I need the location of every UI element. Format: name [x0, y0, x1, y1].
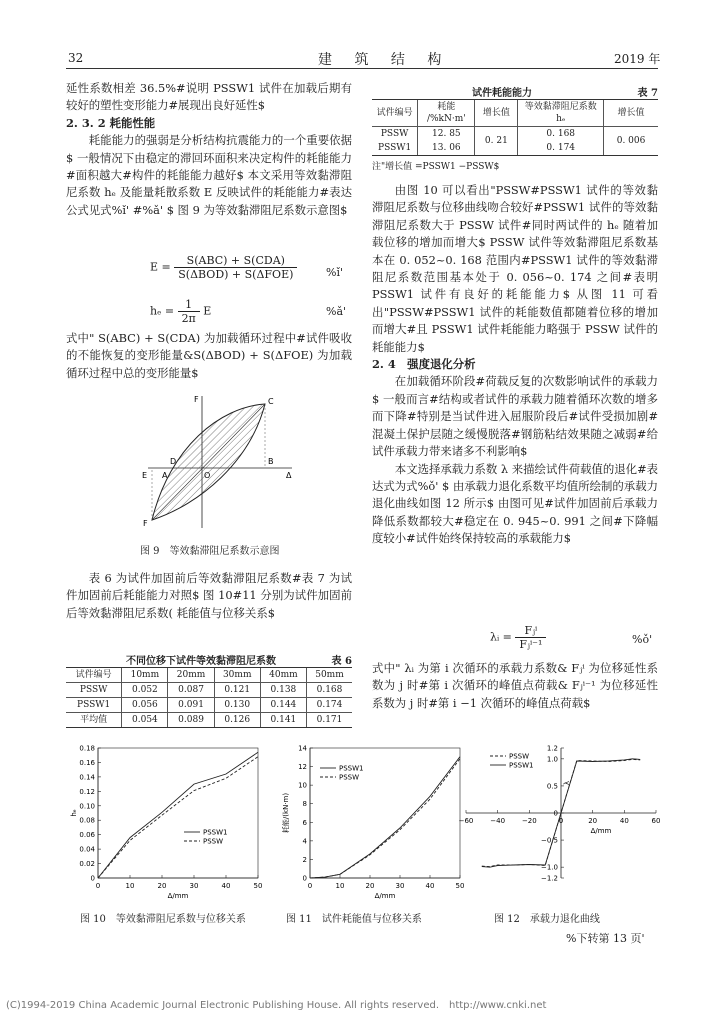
table-row — [66, 713, 352, 728]
table-header-cell: 试件编号 — [372, 100, 418, 127]
table-title — [372, 84, 658, 99]
table-cell: 12. 85 — [418, 127, 475, 142]
table-cell: 0.174 — [306, 698, 352, 713]
series-line — [310, 757, 460, 878]
y-tick-label: 12 — [298, 763, 307, 772]
numerator: Fⱼⁱ — [515, 624, 546, 638]
table-cell: 13. 06 — [418, 141, 475, 156]
y-tick-label: 2 — [302, 855, 307, 864]
table-cell: 0. 168 — [518, 127, 604, 142]
legend-label: PSSW1 — [509, 761, 534, 770]
x-tick-label: 0 — [558, 817, 564, 825]
y-tick-label: 1.0 — [546, 755, 558, 764]
table-header-row — [372, 100, 658, 127]
table-7-grid — [372, 99, 658, 156]
fraction — [515, 624, 546, 651]
x-tick-label: 20 — [588, 817, 598, 825]
table-row — [372, 127, 658, 142]
plot-frame — [310, 748, 460, 878]
figure-10-caption: 图 10 等效黏滞阻尼系数与位移关系 — [80, 914, 246, 925]
denominator: 2π — [181, 312, 196, 325]
x-tick-label: 40 — [619, 817, 629, 825]
paragraph: 式中" S(ABC) + S(CDA) 为加载循环过程中#试件吸收的不能恢复的变形能量&S(ΔBOD) + S(ΔFOE) 为加载循环过程中总的变形能量$ — [66, 331, 352, 380]
series-line — [98, 757, 258, 878]
y-tick-label: 0.06 — [79, 831, 95, 840]
paragraph: 耗能能力的强弱是分析结构抗震能力的一个重要依据$ 一般情况下由稳定的滞回环面积来决定构件的耗能能力#面积越大#构件的耗能能力越好$ 本文采用等效黏滞阻尼系数 hₑ 及能量耗散系数 E 反映试件的耗能能力#表达公式见式%ǐ' #%ǎ' $ 图 9 为等效黏滞阻尼系数示意图$ — [66, 133, 352, 217]
y-tick-label: −1.2 — [541, 874, 558, 883]
table-cell: 0.171 — [306, 713, 352, 728]
table-cell: 0.052 — [122, 683, 168, 698]
table-header-cell: 耗能 /%kN·m' — [418, 100, 475, 127]
equation-number: %ǐ' — [326, 266, 343, 279]
table-7-number: 表 7 — [637, 88, 658, 99]
table-header-cell: 20mm — [168, 668, 214, 683]
legend-label: PSSW1 — [339, 764, 364, 773]
table-cell: PSSW — [372, 127, 418, 142]
table-cell: 0.168 — [306, 683, 352, 698]
y-tick-label: 0.14 — [79, 773, 95, 782]
equation-lhs: E = — [150, 260, 171, 274]
y-tick-label: −0.5 — [541, 836, 558, 845]
y-tick-label: 0.16 — [79, 758, 95, 767]
right-column-top — [372, 182, 658, 548]
table-7-title: 试件耗能能力 — [472, 88, 532, 99]
y-tick-label: 14 — [298, 744, 307, 753]
y-axis-label: hₑ — [70, 809, 78, 817]
figure-11-chart — [266, 742, 466, 900]
table-cell: 0.089 — [168, 713, 214, 728]
diagram-label: C — [268, 397, 274, 406]
page-number: 32 — [68, 51, 84, 65]
x-tick-label: 10 — [335, 882, 345, 890]
legend-label: PSSW — [339, 773, 360, 782]
diagram-label: B — [268, 457, 274, 466]
section-heading: 2. 3. 2 耗能性能 — [66, 115, 156, 130]
table-header-cell: 40mm — [260, 668, 306, 683]
figure-9-caption: 图 9 等效黏滞阻尼系数示意图 — [140, 546, 280, 557]
table-cell: 平均值 — [66, 713, 122, 728]
x-tick-label: 30 — [189, 882, 199, 890]
equation-3 — [490, 624, 546, 651]
continued-note: %下转第 13 页' — [566, 932, 645, 945]
secant-line — [152, 404, 265, 520]
y-tick-label: 0.02 — [79, 860, 95, 869]
plot-frame — [98, 748, 258, 878]
denominator: Fⱼⁱ⁻¹ — [519, 638, 543, 651]
section-heading: 2. 4 强度退化分析 — [372, 357, 476, 372]
diagram-label: Δ — [286, 471, 292, 480]
table-cell: 0.141 — [260, 713, 306, 728]
diagram-label: D — [170, 457, 177, 466]
table-cell: PSSW1 — [66, 698, 122, 713]
fraction — [174, 254, 297, 281]
x-tick-label: 20 — [365, 882, 375, 890]
y-tick-label: 0.18 — [79, 744, 95, 753]
equation-number: %ǒ' — [632, 633, 653, 646]
diagram-label: A — [162, 471, 168, 480]
table-row — [66, 683, 352, 698]
x-tick-label: 40 — [221, 882, 231, 890]
table-cell: PSSW1 — [372, 141, 418, 156]
table-7 — [372, 84, 658, 172]
paragraph: 由图 10 可以看出"PSSW#PSSW1 试件的等效黏滞阻尼系数与位移曲线吻合较好#PSSW1 试件的等效黏滞阻尼系数大于 PSSW 试件#同时两试件的 hₑ 随着加载位移的增加而增大$ PSSW 试件等效黏滞阻尼系数基本在 0. 052~0. 168 范围内#PSSW1 试件的等效黏滞阻尼系数范围基本处于 0. 056~0. 174 之间#表明 PSSW1 试件有良好的耗能能力$ 从图 11 可看出"PSSW#PSSW1 试件的耗能数值都随着位移的增加而增大#且 PSSW1 试件耗能能力略强于 PSSW 试件的耗能能力$ — [372, 183, 658, 354]
denominator: S(ΔBOD) + S(ΔFOE) — [178, 268, 294, 281]
table-header-cell: 等效黏滞阻尼系数 hₑ — [518, 100, 604, 127]
x-tick-label: 30 — [395, 882, 405, 890]
table-cell: 0.126 — [214, 713, 260, 728]
legend-label: PSSW1 — [203, 828, 228, 837]
table-header-cell: 30mm — [214, 668, 260, 683]
table-cell: 0. 006 — [604, 127, 658, 156]
y-tick-label: 6 — [302, 818, 307, 827]
figure-11-caption: 图 11 试件耗能值与位移关系 — [286, 914, 422, 925]
paragraph: 在加载循环阶段#荷载反复的次数影响试件的承载力$ 一般而言#结构或者试件的承载力随着循环次数的增多而下降#特别是当试件进入屈服阶段后#试件受损加剧#混凝土保护层随之缓慢脱落#钢筋粘结效果随之减弱#给试件承载力带来诸多不利影响$ — [372, 374, 658, 459]
equation-1 — [150, 254, 297, 281]
table-6-grid — [66, 667, 352, 728]
x-tick-label: −60 — [458, 817, 474, 825]
fraction — [178, 298, 200, 325]
table-header-row — [66, 668, 352, 683]
table-header-cell: 10mm — [122, 668, 168, 683]
table-cell: 0. 21 — [475, 127, 518, 156]
table-cell: 0.144 — [260, 698, 306, 713]
left-column-top — [66, 80, 352, 219]
numerator: 1 — [178, 298, 200, 312]
table-6-title: 不同位移下试件等效黏滞阻尼系数 — [126, 656, 276, 667]
table-cell: 0. 174 — [518, 141, 604, 156]
table-cell: 0.056 — [122, 698, 168, 713]
series-line — [98, 752, 258, 878]
table-cell: 0.091 — [168, 698, 214, 713]
equation-number: %ǎ' — [326, 305, 347, 318]
equation-2 — [150, 298, 211, 325]
paragraph: 式中" λᵢ 为第 i 次循环的承载力系数& Fⱼⁱ 为位移延性系数为 j 时#第 i 次循环的峰值点荷载& Fⱼⁱ⁻¹ 为位移延性系数为 j 时#第 i −1 次循环的峰值点荷载$ — [372, 661, 658, 710]
diagram-label: F — [194, 395, 199, 404]
figure-9-diagram — [140, 392, 300, 532]
y-tick-label: 10 — [298, 781, 307, 790]
table-row — [66, 698, 352, 713]
table-note: 注"增长值 =PSSW1 −PSSW$ — [372, 162, 500, 172]
diagram-label: O — [204, 471, 211, 480]
y-tick-label: 0 — [90, 874, 95, 883]
figure-10-chart — [66, 742, 266, 900]
y-tick-label: 0.12 — [79, 787, 95, 796]
y-tick-label: 0.10 — [79, 802, 95, 811]
x-axis-label: Δ/mm — [167, 892, 189, 900]
x-tick-label: 50 — [455, 882, 465, 890]
y-axis-label: 耗能/(kN·m) — [282, 792, 290, 834]
left-column-bottom — [66, 570, 352, 622]
table-title — [66, 652, 352, 667]
table-cell: 0.087 — [168, 683, 214, 698]
equation-lhs: hₑ = — [150, 304, 175, 318]
legend-label: PSSW — [203, 837, 224, 846]
y-tick-label: 0 — [302, 874, 307, 883]
x-tick-label: 60 — [651, 817, 660, 825]
x-axis-label: Δ/mm — [590, 827, 612, 835]
equation-rhs: E — [203, 304, 212, 318]
y-tick-label: 0.08 — [79, 816, 95, 825]
table-cell: PSSW — [66, 683, 122, 698]
table-cell: 0.138 — [260, 683, 306, 698]
table-cell: 0.054 — [122, 713, 168, 728]
table-header-cell: 试件编号 — [66, 668, 122, 683]
right-column-bottom — [372, 660, 658, 712]
x-tick-label: 40 — [425, 882, 435, 890]
table-header-cell: 增长值 — [604, 100, 658, 127]
figure-12-caption: 图 12 承载力退化曲线 — [494, 914, 600, 925]
paragraph: 延性系数相差 36.5%#说明 PSSW1 试件在加载后期有较好的塑性变形能力#展现出良好延性$ — [66, 81, 352, 113]
left-column-mid — [66, 330, 352, 382]
x-tick-label: 20 — [157, 882, 167, 890]
numerator: S(ABC) + S(CDA) — [174, 254, 297, 268]
journal-year: 2019 年 — [614, 52, 661, 66]
y-tick-label: 4 — [302, 837, 307, 846]
x-tick-label: −20 — [521, 817, 537, 825]
equation-lhs: λᵢ = — [490, 630, 512, 644]
table-header-cell: 增长值 — [475, 100, 518, 127]
x-tick-label: 0 — [95, 882, 101, 890]
diagram-label: E — [142, 471, 148, 480]
journal-name: 建 筑 结 构 — [318, 52, 451, 68]
y-tick-label: 1.2 — [546, 744, 558, 753]
paragraph: 本文选择承载力系数 λ 来描绘试件荷载值的退化#表达式为式%ǒ' $ 由承载力退化系数平均值所绘制的承载力退化曲线如图 12 所示$ 由图可见#试件加固前后承载力降低系数都较大#稳定在 0. 945~0. 991 之间#下降幅度较小#试件始终保持较高的承载能力$ — [372, 461, 659, 546]
x-tick-label: 0 — [307, 882, 313, 890]
x-tick-label: 10 — [125, 882, 135, 890]
y-tick-label: 0 — [553, 809, 558, 818]
x-tick-label: 50 — [253, 882, 263, 890]
table-cell: 0.121 — [214, 683, 260, 698]
table-6 — [66, 652, 352, 728]
header-rule — [66, 68, 658, 69]
y-tick-label: 8 — [302, 800, 307, 809]
copyright-footer: (C)1994-2019 China Academic Journal Electronic Publishing House. All rights reserved. http://www.cnki.net — [6, 1000, 547, 1011]
legend-label: PSSW — [509, 752, 530, 761]
x-tick-label: −40 — [490, 817, 506, 825]
table-6-number: 表 6 — [331, 656, 352, 667]
y-tick-label: −1.0 — [541, 863, 558, 872]
x-axis-label: Δ/mm — [374, 892, 396, 900]
y-tick-label: 0.5 — [546, 782, 558, 791]
table-header-cell: 50mm — [306, 668, 352, 683]
paragraph: 表 6 为试件加固前后等效黏滞阻尼系数#表 7 为试件加固前后耗能能力对照$ 图 10#11 分别为试件加固前后等效黏滞阻尼系数( 耗能值与位移关系$ — [66, 571, 352, 620]
table-cell: 0.130 — [214, 698, 260, 713]
diagram-label: F — [143, 519, 148, 528]
y-axis-label: λ — [563, 780, 571, 786]
figure-12-chart — [450, 742, 660, 900]
y-tick-label: 0.04 — [79, 845, 95, 854]
